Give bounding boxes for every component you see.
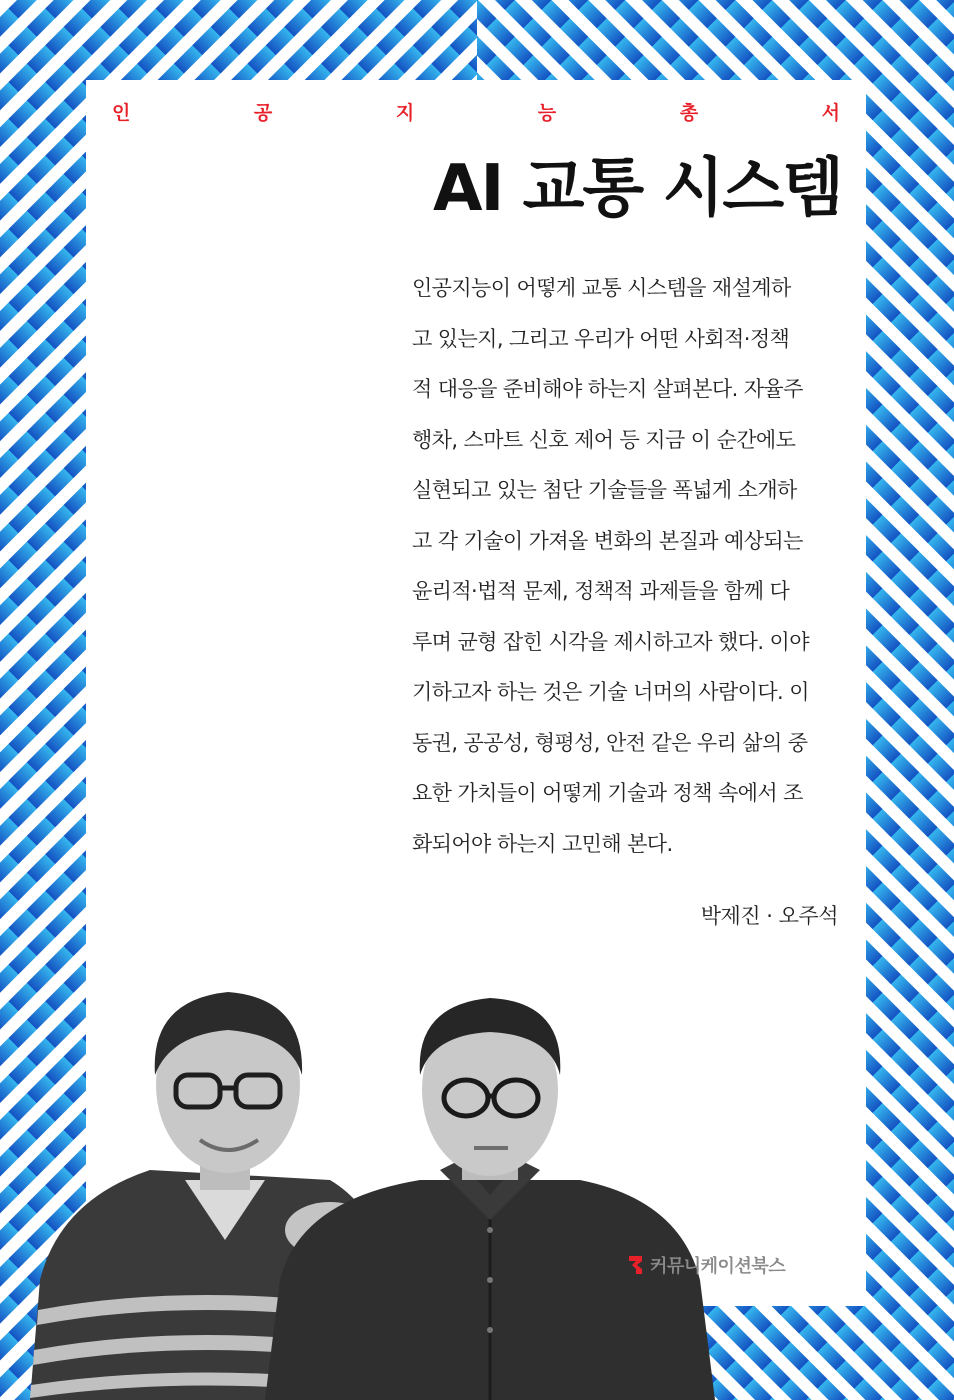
description-line: 루며 균형 잡힌 시각을 제시하고자 했다. 이야	[412, 629, 809, 654]
publisher-logo-icon	[628, 1253, 644, 1277]
book-authors: 박제진 · 오주석	[700, 904, 838, 928]
description-line: 인공지능이 어떻게 교통 시스템을 재설계하	[412, 276, 791, 300]
description-line: 기하고자 하는 것은 기술 너머의 사람이다. 이	[412, 680, 809, 704]
series-char: 총	[679, 102, 699, 124]
description-line: 적 대응을 준비해야 하는지 살펴본다. 자율주	[412, 377, 803, 401]
description-line: 행차, 스마트 신호 제어 등 지금 이 순간에도	[412, 427, 796, 452]
book-description	[412, 263, 842, 869]
description-line: 고 각 기술이 가져올 변화의 본질과 예상되는	[412, 528, 803, 553]
description-line: 고 있는지, 그리고 우리가 어떤 사회적·정책	[412, 326, 790, 351]
publisher-block	[628, 1252, 785, 1278]
book-title: AI 교통 시스템	[432, 152, 842, 226]
description-line: 동권, 공공성, 형평성, 안전 같은 우리 삶의 중	[412, 730, 808, 755]
series-label	[112, 98, 840, 128]
description-line: 요한 가치들이 어떻게 기술과 정책 속에서 조	[412, 781, 803, 805]
description-line: 실현되고 있는 첨단 기술들을 폭넓게 소개하	[412, 478, 797, 502]
publisher-name: 커뮤니케이션북스	[650, 1256, 786, 1277]
description-line: 윤리적·법적 문제, 정책적 과제들을 함께 다	[412, 579, 790, 603]
author-photo	[0, 980, 954, 1400]
description-line: 화되어야 하는지 고민해 본다.	[412, 831, 673, 856]
series-char: 서	[821, 102, 840, 124]
series-char: 능	[537, 102, 557, 124]
series-char: 공	[253, 102, 273, 124]
series-char: 지	[395, 102, 415, 124]
series-char: 인	[112, 102, 131, 124]
